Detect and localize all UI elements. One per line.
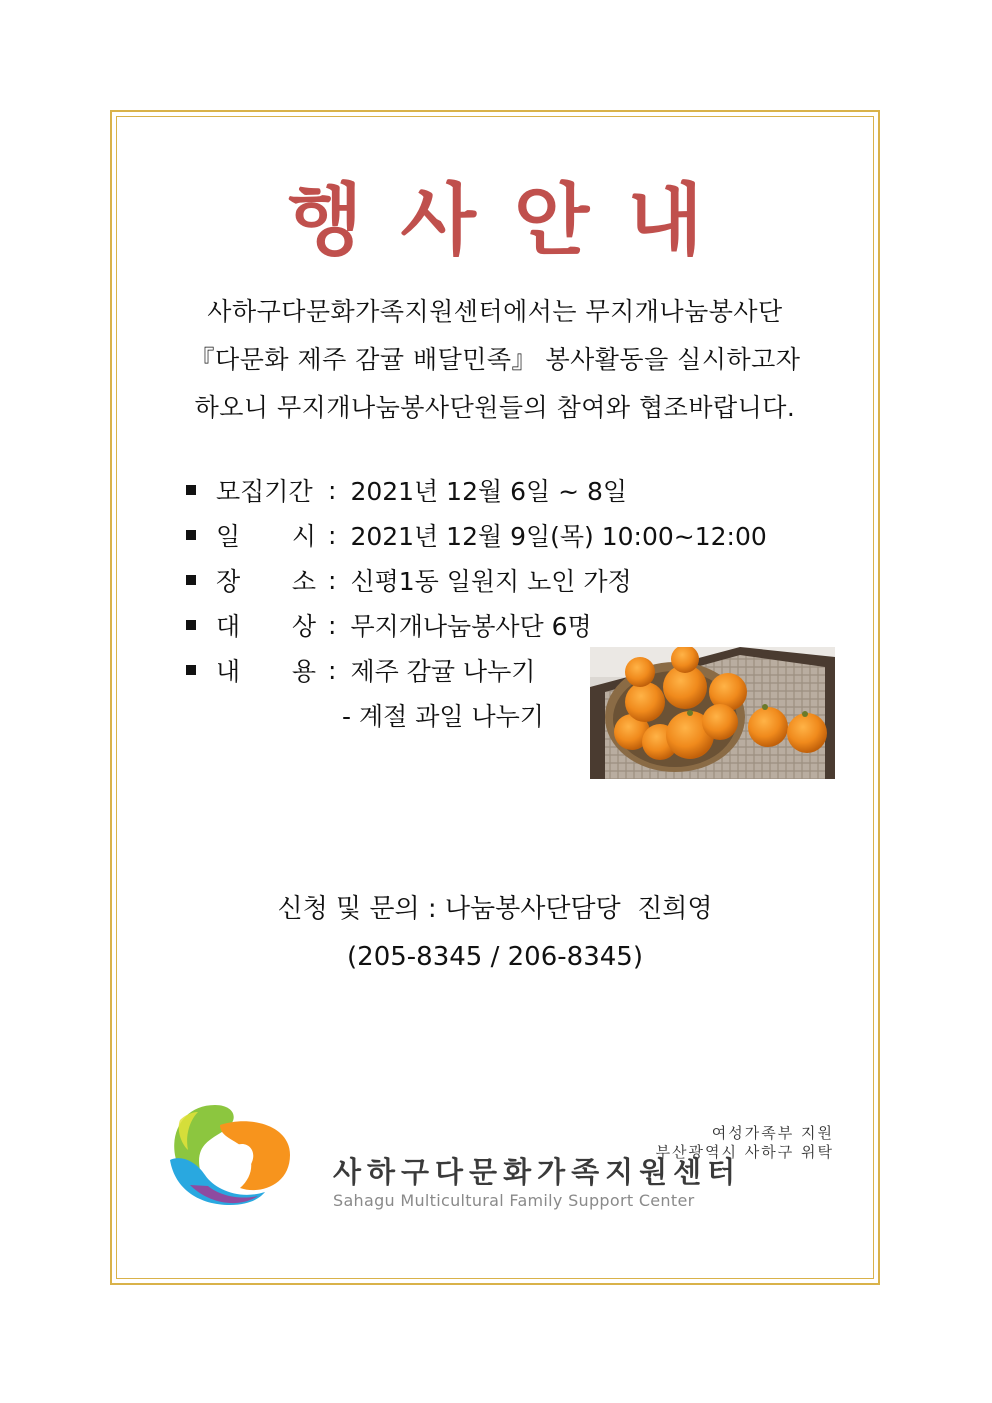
detail-label-char: 일	[216, 522, 241, 551]
intro-line: 하오니 무지개나눔봉사단원들의 참여와 협조바랍니다.	[194, 393, 796, 422]
detail-label	[216, 517, 316, 553]
detail-row-target	[180, 605, 592, 645]
detail-label-char: 소	[291, 567, 316, 596]
org-logo-icon	[160, 1100, 300, 1210]
org-entrustment: 부산광역시 사하구 위탁	[655, 1143, 834, 1161]
square-bullet-icon	[186, 485, 196, 495]
detail-colon: :	[328, 565, 337, 595]
detail-label-char: 상	[291, 612, 316, 641]
intro-line: 『다문화 제주 감귤 배달민족』 봉사활동을 실시하고자	[189, 345, 801, 374]
detail-row-date	[180, 515, 767, 555]
detail-value: - 계절 과일 나누기	[342, 702, 544, 731]
intro-line: 사하구다문화가족지원센터에서는 무지개나눔봉사단	[207, 297, 783, 326]
title-char: 안	[514, 176, 628, 266]
title-char: 행	[287, 176, 401, 266]
org-name-en: Sahagu Multicultural Family Support Center	[333, 1191, 695, 1210]
detail-colon: :	[328, 610, 337, 640]
title-char: 사	[400, 176, 514, 266]
detail-label	[216, 607, 316, 643]
page-title	[116, 158, 874, 270]
square-bullet-icon	[186, 665, 196, 675]
detail-colon: :	[328, 520, 337, 550]
square-bullet-icon	[186, 530, 196, 540]
detail-value: 2021년 12월 9일(목) 10:00~12:00	[350, 522, 767, 551]
detail-label	[216, 652, 316, 688]
tangerine-basket-photo	[590, 647, 835, 779]
detail-row-content	[180, 650, 535, 690]
detail-row-recruit	[180, 470, 627, 510]
contact-line: 신청 및 문의 : 나눔봉사단담당 진희영	[277, 894, 713, 924]
detail-label-char: 시	[291, 522, 316, 551]
detail-label-char: 내	[216, 657, 241, 686]
detail-label-char: 장	[216, 567, 241, 596]
detail-label-char: 용	[291, 657, 316, 686]
detail-value: 무지개나눔봉사단 6명	[350, 612, 592, 641]
detail-row-place	[180, 560, 632, 600]
detail-row-content-2	[342, 695, 544, 735]
org-sponsor: 여성가족부 지원	[711, 1124, 834, 1142]
detail-value: 2021년 12월 6일 ~ 8일	[350, 477, 628, 506]
detail-colon: :	[328, 655, 337, 685]
detail-value: 제주 감귤 나누기	[350, 657, 536, 686]
intro-paragraph	[116, 288, 874, 432]
tangerine-photo-graphic	[590, 647, 835, 779]
detail-label-char: 대	[216, 612, 241, 641]
square-bullet-icon	[186, 620, 196, 630]
contact-info	[116, 885, 874, 981]
square-bullet-icon	[186, 575, 196, 585]
detail-value: 신평1동 일원지 노인 가정	[350, 567, 632, 596]
contact-phone: (205-8345 / 206-8345)	[347, 942, 643, 972]
detail-label	[216, 562, 316, 598]
title-char: 내	[627, 176, 741, 266]
org-footer	[160, 1100, 840, 1220]
org-name: 사하구다문화가족지원센터	[333, 1155, 742, 1189]
detail-label: 모집기간	[216, 477, 313, 506]
detail-colon: :	[328, 475, 337, 505]
